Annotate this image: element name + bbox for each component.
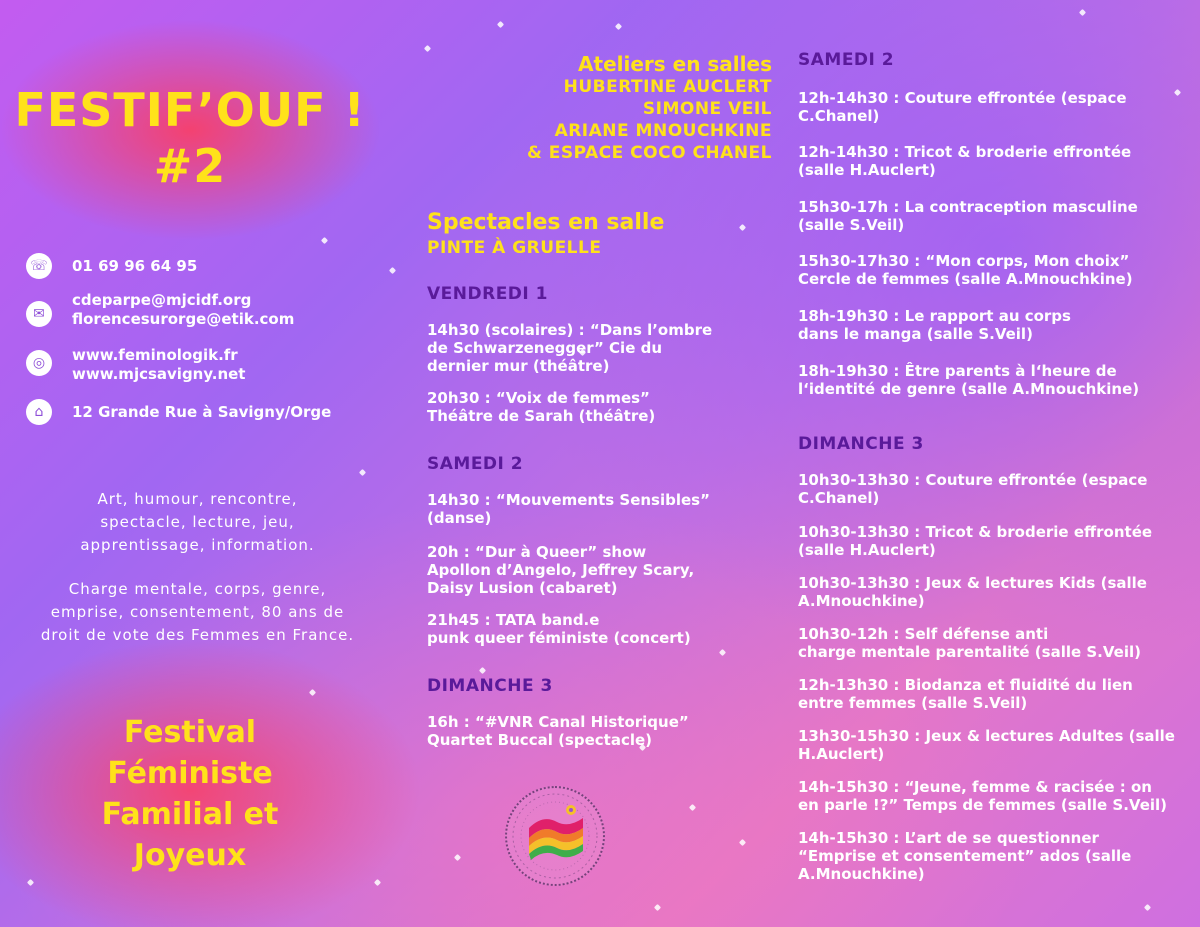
event-line: A.Mnouchkine): [798, 592, 925, 610]
description-line: droit de vote des Femmes en France.: [40, 626, 355, 644]
tagline-line: Festival: [123, 715, 257, 750]
contact-email: [26, 291, 294, 329]
day-heading: SAMEDI 2: [427, 454, 524, 474]
ateliers-venue: SIMONE VEIL: [642, 99, 772, 119]
description-line: apprentissage, information.: [80, 536, 315, 554]
event-line: 14h-15h30 : L’art de se questionner: [798, 829, 1099, 847]
event-line: 14h-15h30 : “Jeune, femme & racisée : on: [798, 778, 1152, 796]
event-line: 12h-14h30 : Couture effrontée (espace: [798, 89, 1127, 107]
event-line: 12h-13h30 : Biodanza et fluidité du lien: [798, 676, 1133, 694]
event-line: 16h : “#VNR Canal Historique”: [427, 713, 689, 731]
globe-icon: ◎: [26, 350, 52, 376]
event-line: en parle !?” Temps de femmes (salle S.Veil): [798, 796, 1168, 814]
phone-number[interactable]: 01 69 96 64 95: [72, 257, 198, 275]
email-link-2[interactable]: florencesurorge@etik.com: [72, 310, 295, 328]
event-line: Théâtre de Sarah (théâtre): [427, 407, 656, 425]
rainbow-logo-icon: [507, 788, 603, 884]
event-line: 18h-19h30 : Être parents à l‘heure de: [798, 362, 1117, 380]
festival-title-line1: FESTIF’OUF !: [14, 83, 366, 137]
event-item: [427, 491, 710, 527]
mail-icon: ✉: [26, 301, 52, 327]
event-line: 13h30-15h30 : Jeux & lectures Adultes (salle: [798, 727, 1175, 745]
ateliers-heading: Ateliers en salles: [578, 52, 772, 76]
event-line: entre femmes (salle S.Veil): [798, 694, 1028, 712]
event-item: [798, 307, 1071, 343]
description-line: spectacle, lecture, jeu,: [100, 513, 295, 531]
event-item: [427, 389, 655, 425]
tagline-line: Féministe: [107, 756, 273, 791]
event-line: Cercle de femmes (salle A.Mnouchkine): [798, 270, 1133, 288]
ateliers-venue: & ESPACE COCO CHANEL: [527, 143, 772, 163]
event-line: punk queer féministe (concert): [427, 629, 691, 647]
day-heading: DIMANCHE 3: [427, 676, 553, 696]
event-item: [427, 713, 689, 749]
event-line: 10h30-13h30 : Couture effrontée (espace: [798, 471, 1148, 489]
event-line: (salle H.Auclert): [798, 161, 936, 179]
ateliers-venue: HUBERTINE AUCLERT: [563, 77, 772, 97]
tagline-line: Familial et: [101, 797, 279, 832]
day-heading: DIMANCHE 3: [798, 434, 924, 454]
ateliers-venue: ARIANE MNOUCHKINE: [554, 121, 772, 141]
contact-phone[interactable]: [26, 253, 197, 279]
event-line: “Emprise et consentement” ados (salle: [798, 847, 1132, 865]
event-line: 10h30-13h30 : Tricot & broderie effrontée: [798, 523, 1153, 541]
event-line: Quartet Buccal (spectacle): [427, 731, 653, 749]
contact-address: [26, 399, 331, 425]
event-line: 12h-14h30 : Tricot & broderie effrontée: [798, 143, 1132, 161]
home-icon: ⌂: [26, 399, 52, 425]
event-item: [798, 778, 1167, 814]
event-line: 10h30-12h : Self défense anti: [798, 625, 1049, 643]
event-item: [798, 727, 1175, 763]
day-heading: VENDREDI 1: [427, 284, 548, 304]
event-item: [798, 625, 1141, 661]
event-line: Daisy Lusion (cabaret): [427, 579, 618, 597]
event-item: [798, 574, 1147, 610]
spectacles-heading: Spectacles en salle: [427, 210, 665, 235]
event-line: 15h30-17h30 : “Mon corps, Mon choix”: [798, 252, 1130, 270]
event-item: [798, 523, 1152, 559]
event-item: [798, 198, 1138, 234]
day-heading: SAMEDI 2: [798, 50, 895, 70]
description-line: Charge mentale, corps, genre,: [68, 580, 327, 598]
event-item: [798, 676, 1133, 712]
event-line: H.Auclert): [798, 745, 885, 763]
festival-title: [0, 82, 380, 194]
event-line: C.Chanel): [798, 107, 880, 125]
event-line: 14h30 (scolaires) : “Dans l’ombre: [427, 321, 713, 339]
event-line: charge mentale parentalité (salle S.Veil): [798, 643, 1141, 661]
event-item: [427, 611, 691, 647]
phone-icon: ☏: [26, 253, 52, 279]
email-link-1[interactable]: cdeparpe@mjcidf.org: [72, 291, 252, 309]
description-paragraph-2: [10, 578, 385, 647]
event-line: 20h : “Dur à Queer” show: [427, 543, 647, 561]
event-item: [798, 829, 1131, 883]
spectacles-venue: PINTE À GRUELLE: [427, 238, 602, 258]
event-item: [427, 321, 712, 375]
ateliers-header: [400, 52, 772, 164]
address-text: 12 Grande Rue à Savigny/Orge: [72, 403, 332, 421]
event-line: dans le manga (salle S.Veil): [798, 325, 1033, 343]
event-line: 15h30-17h : La contraception masculine: [798, 198, 1138, 216]
festival-title-line2: #2: [153, 139, 227, 193]
website-link-1[interactable]: www.feminologik.fr: [72, 346, 238, 364]
event-item: [798, 143, 1131, 179]
event-item: [798, 362, 1139, 398]
description-line: emprise, consentement, 80 ans de: [50, 603, 345, 621]
event-line: l‘identité de genre (salle A.Mnouchkine): [798, 380, 1140, 398]
event-line: (salle H.Auclert): [798, 541, 936, 559]
description-line: Art, humour, rencontre,: [97, 490, 298, 508]
event-line: C.Chanel): [798, 489, 880, 507]
event-item: [798, 89, 1127, 125]
event-line: 20h30 : “Voix de femmes”: [427, 389, 650, 407]
website-link-2[interactable]: www.mjcsavigny.net: [72, 365, 246, 383]
event-line: 18h-19h30 : Le rapport au corps: [798, 307, 1071, 325]
spectacles-header: [427, 210, 664, 260]
event-line: dernier mur (théâtre): [427, 357, 610, 375]
event-line: 10h30-13h30 : Jeux & lectures Kids (salle: [798, 574, 1147, 592]
event-item: [798, 252, 1133, 288]
event-line: (danse): [427, 509, 492, 527]
event-line: Apollon d’Angelo, Jeffrey Scary,: [427, 561, 695, 579]
event-item: [427, 543, 694, 597]
festival-logo: [505, 786, 605, 886]
description-paragraph-1: [10, 488, 385, 557]
event-line: 21h45 : TATA band.e: [427, 611, 600, 629]
festival-tagline: [0, 712, 380, 876]
event-line: 14h30 : “Mouvements Sensibles”: [427, 491, 710, 509]
event-item: [798, 471, 1147, 507]
event-line: A.Mnouchkine): [798, 865, 925, 883]
tagline-line: Joyeux: [133, 838, 247, 873]
event-line: de Schwarzenegger” Cie du: [427, 339, 663, 357]
event-line: (salle S.Veil): [798, 216, 905, 234]
contact-web: [26, 346, 245, 384]
